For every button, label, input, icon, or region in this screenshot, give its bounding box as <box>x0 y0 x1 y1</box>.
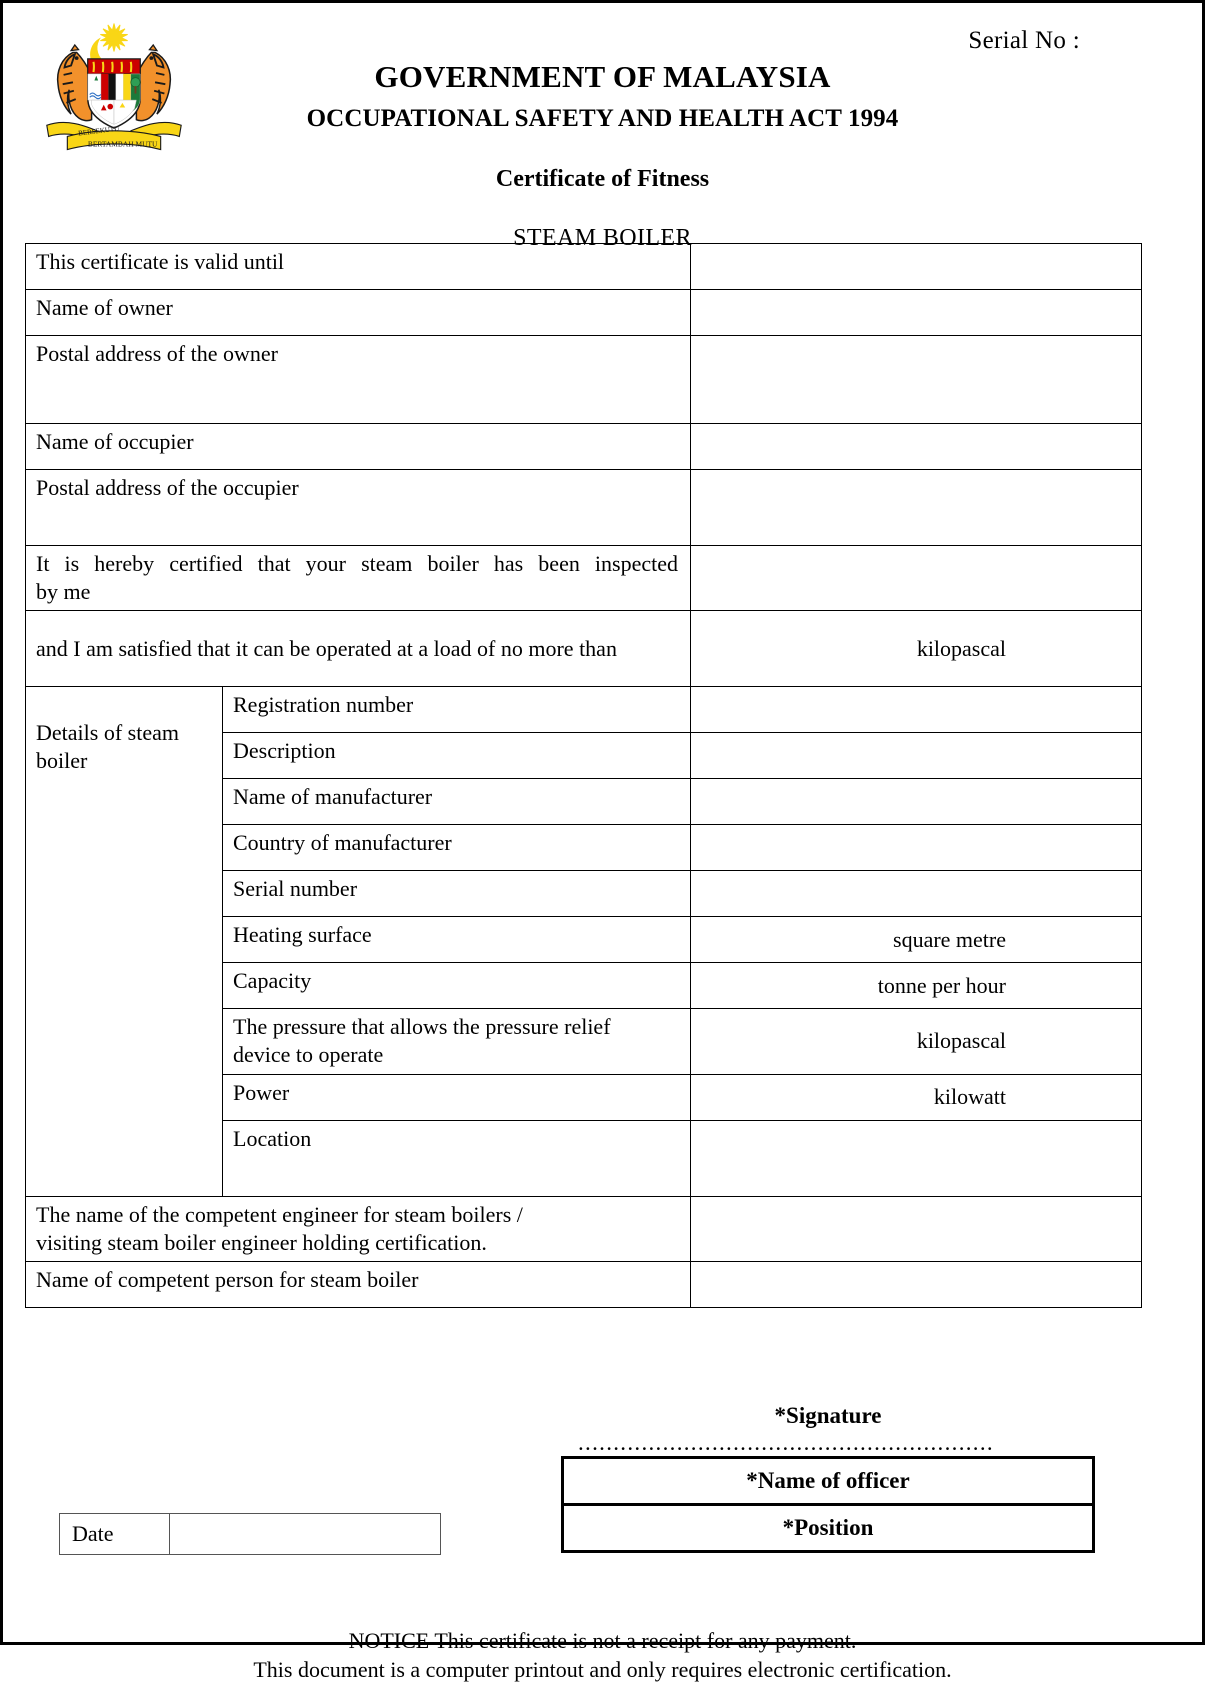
detail-value-country-of-manufacturer[interactable] <box>691 825 1142 871</box>
detail-label-description: Description <box>223 733 691 779</box>
row-label-name-of-occupier: Name of occupier <box>26 424 691 470</box>
detail-label-heating-surface: Heating surface <box>223 917 691 963</box>
row-label-valid-until: This certificate is valid until <box>26 244 691 290</box>
notice-line-1: NOTICE This certificate is not a receipt for any payment. <box>348 1628 857 1654</box>
government-title: GOVERNMENT OF MALAYSIA <box>374 59 831 94</box>
row-value-competent-engineer[interactable] <box>691 1196 1142 1261</box>
signature-dotted-line: ........................................................... <box>578 1430 994 1456</box>
act-title: OCCUPATIONAL SAFETY AND HEALTH ACT 1994 <box>306 105 899 132</box>
date-value-field[interactable] <box>170 1514 440 1554</box>
details-group-label <box>26 687 223 1196</box>
detail-label-name-of-manufacturer: Name of manufacturer <box>223 779 691 825</box>
crest-motto-upper-text: BERSEKUTU <box>77 124 120 138</box>
row-label-name-of-owner: Name of owner <box>26 290 691 336</box>
signature-area <box>3 1318 1202 1618</box>
table-row <box>26 1262 1142 1308</box>
detail-value-serial-number[interactable] <box>691 871 1142 917</box>
table-row <box>26 546 1142 611</box>
row-label-competent-engineer <box>26 1196 691 1261</box>
certificate-inner <box>3 3 1202 1683</box>
row-label-postal-address-occupier: Postal address of the occupier <box>26 470 691 546</box>
name-of-officer-label: *Name of officer <box>564 1459 1092 1506</box>
notice-block <box>3 1626 1202 1684</box>
document-subject: STEAM BOILER <box>513 225 692 251</box>
crest-motto-lower-text: BERTAMBAH MUTU <box>87 139 158 149</box>
officer-details-box <box>561 1456 1095 1553</box>
row-label-hereby-certified <box>26 546 691 611</box>
certified-line-1: It is hereby certified that your steam boiler has been inspected <box>36 551 679 576</box>
row-label-competent-person: Name of competent person for steam boiler <box>26 1262 691 1308</box>
competent-engineer-line2: visiting steam boiler engineer holding certification. <box>36 1229 487 1255</box>
row-value-competent-person[interactable] <box>691 1262 1142 1308</box>
relief-pressure-line2: device to operate <box>233 1042 384 1068</box>
detail-label-relief-pressure <box>223 1009 691 1074</box>
table-row <box>26 687 1142 733</box>
table-row <box>26 470 1142 546</box>
detail-value-registration-number[interactable] <box>691 687 1142 733</box>
detail-label-location: Location <box>223 1120 691 1196</box>
serial-no-label: Serial No : <box>968 27 1080 54</box>
table-row <box>26 336 1142 424</box>
table-row <box>26 611 1142 687</box>
row-value-hereby-certified[interactable] <box>691 546 1142 611</box>
signature-label: *Signature <box>774 1403 882 1429</box>
row-value-name-of-owner[interactable] <box>691 290 1142 336</box>
competent-engineer-line1: The name of the competent engineer for steam boilers / <box>36 1201 523 1227</box>
detail-value-description[interactable] <box>691 733 1142 779</box>
detail-unit-capacity: tonne per hour <box>691 963 1142 1009</box>
row-value-postal-address-occupier[interactable] <box>691 470 1142 546</box>
certificate-form-table <box>25 243 1142 1308</box>
detail-unit-power: kilowatt <box>691 1074 1142 1120</box>
certificate-title: Certificate of Fitness <box>495 166 710 192</box>
detail-label-registration-number: Registration number <box>223 687 691 733</box>
title-block <box>3 3 1202 252</box>
detail-value-location[interactable] <box>691 1120 1142 1196</box>
row-value-name-of-occupier[interactable] <box>691 424 1142 470</box>
date-box <box>59 1513 441 1555</box>
row-value-postal-address-owner[interactable] <box>691 336 1142 424</box>
detail-unit-relief-pressure: kilopascal <box>691 1009 1142 1074</box>
notice-line-2: This document is a computer printout and only requires electronic certification. <box>253 1657 952 1683</box>
detail-value-name-of-manufacturer[interactable] <box>691 779 1142 825</box>
relief-pressure-line1: The pressure that allows the pressure relief <box>233 1014 611 1040</box>
position-label: *Position <box>782 1515 874 1541</box>
details-group-label-line1: Details of steam <box>36 720 179 746</box>
detail-label-country-of-manufacturer: Country of manufacturer <box>223 825 691 871</box>
table-row <box>26 290 1142 336</box>
detail-unit-heating-surface: square metre <box>691 917 1142 963</box>
document-header <box>3 3 1202 251</box>
details-group-label-line2: boiler <box>36 748 88 774</box>
detail-label-capacity: Capacity <box>223 963 691 1009</box>
table-row <box>26 1196 1142 1261</box>
row-unit-operating-load: kilopascal <box>691 611 1142 687</box>
row-label-operating-load: and I am satisfied that it can be operated at a load of no more than <box>26 611 691 687</box>
detail-label-power: Power <box>223 1074 691 1120</box>
date-label: Date <box>60 1514 170 1554</box>
certified-line-2: by me <box>36 578 91 604</box>
row-label-postal-address-owner: Postal address of the owner <box>26 336 691 424</box>
detail-label-serial-number: Serial number <box>223 871 691 917</box>
table-row <box>26 424 1142 470</box>
